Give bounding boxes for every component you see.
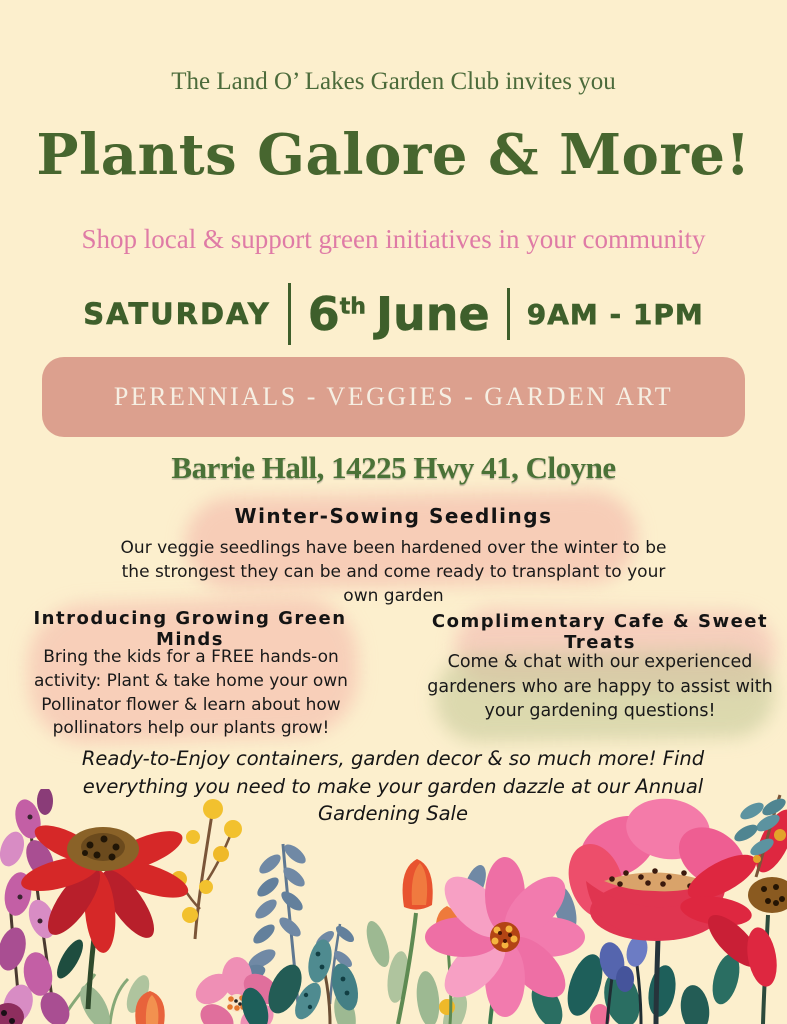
kids-heading: Introducing Growing Green Minds [33,608,347,650]
event-schedule [0,283,787,345]
venue-address: Barrie Hall, 14225 Hwy 41, Cloyne [171,450,616,485]
categories-banner [42,357,745,437]
event-time: 9AM - 1PM [526,297,704,331]
event-date-ordinal: th [339,294,366,320]
separator-bar [507,288,510,340]
invite-line: The Land O’ Lakes Garden Club invites you [171,68,616,95]
event-date [308,287,490,341]
poster-subtitle: Shop local & support green initiatives in your community [81,224,706,254]
cafe-description: Come & chat with our experienced gardeners who are happy to assist with your gardening questions! [427,652,773,721]
seedlings-heading: Winter-Sowing Seedlings [234,504,553,528]
seedlings-description: Our veggie seedlings have been hardened over the winter to be the strongest they can be and come ready to transplant to your own garden [120,538,667,606]
kids-description: Bring the kids for a FREE hands-on activity: Plant & take home your own Pollinator flower & learn about how pollinators help our plants grow! [34,647,348,739]
pink-cosmos [425,857,585,1024]
footer-note: Ready-to-Enjoy containers, garden decor & so much more! Find everything you need to make your garden dazzle at our Annual Gardening Sale [81,747,705,826]
cafe-heading: Complimentary Cafe & Sweet Treats [431,611,769,653]
event-day: SATURDAY [83,297,271,331]
event-month: June [375,287,490,341]
categories-banner-label: PERENNIALS - VEGGIES - GARDEN ART [113,382,674,411]
event-date-number: 6 [307,287,340,341]
poster-title: Plants Galore & More! [36,122,751,188]
separator-bar [288,283,291,345]
